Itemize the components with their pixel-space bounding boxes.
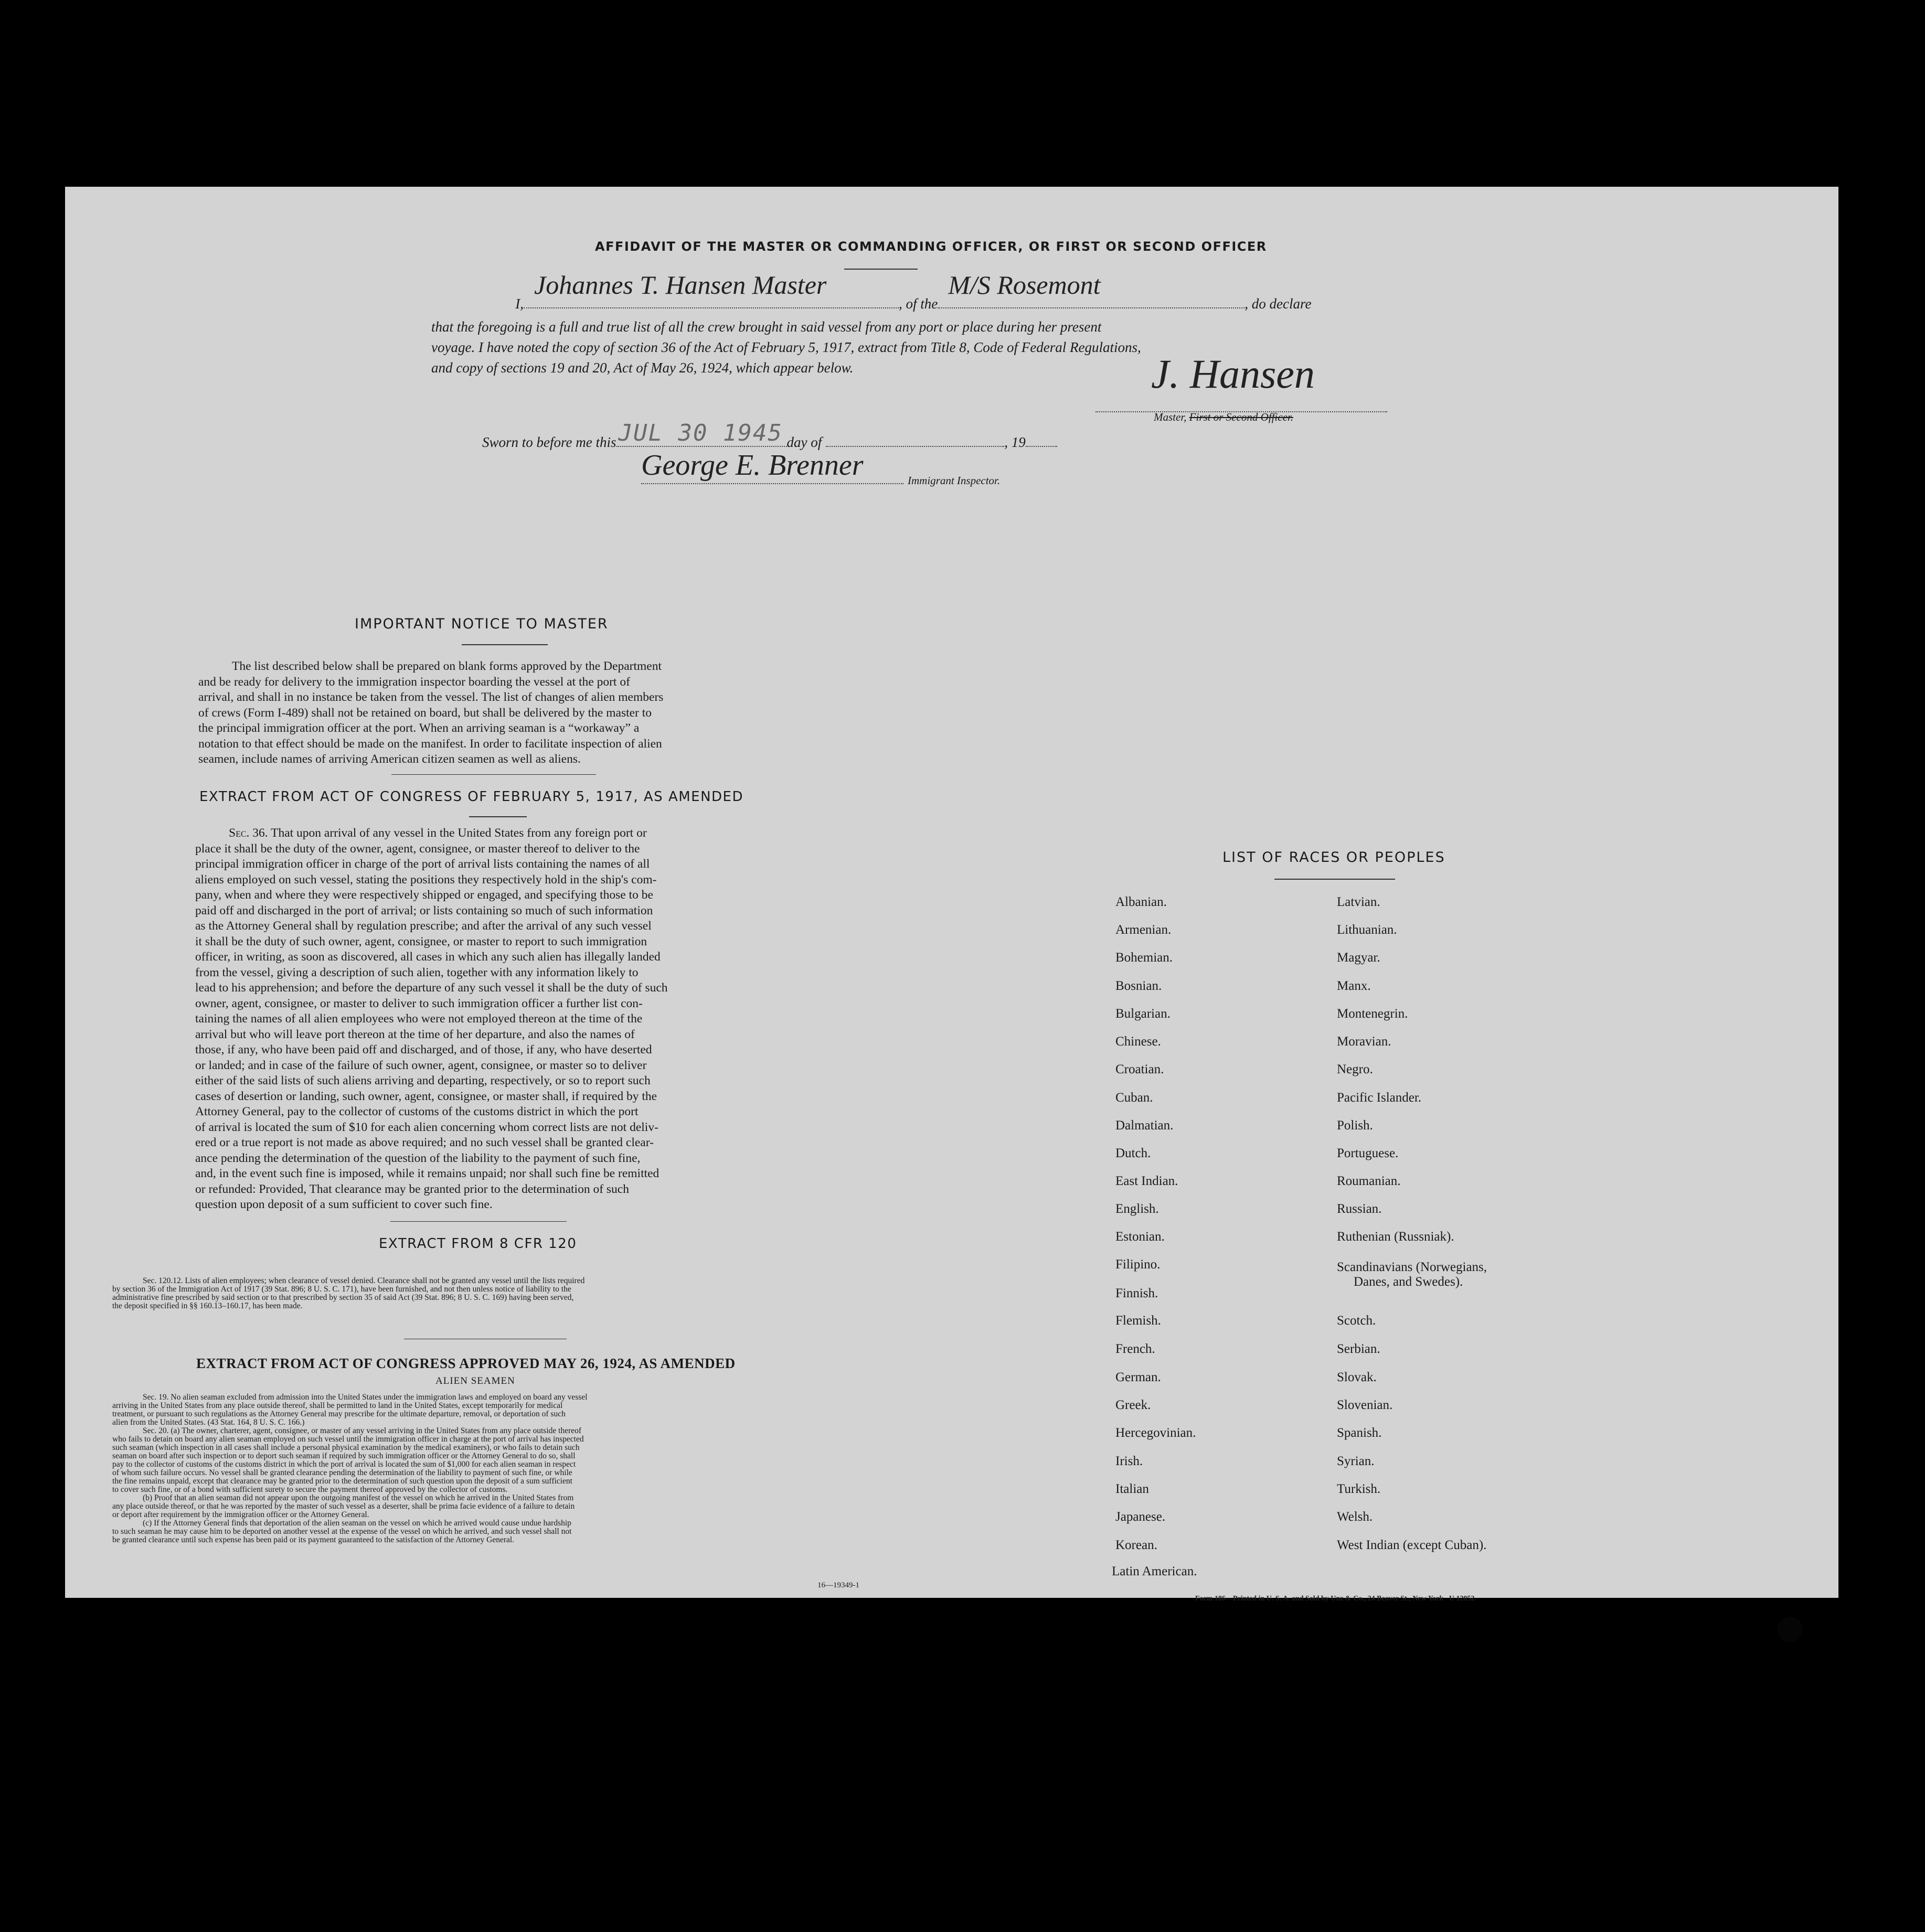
extract-1924-line: alien from the United States. (43 Stat. 164, 8 U. S. C. 166.) [112, 1418, 305, 1427]
extract-line: lead to his apprehension; and before the departure of any such vessel it shall be the duty of such [195, 981, 668, 995]
extract-1924-line: to such seaman he may cause him to be deported on another vessel at the expense of the vessel on which he arrived, and such vessel shall not [112, 1527, 572, 1536]
race-item: Cuban. [1115, 1091, 1153, 1105]
cfr-line: by section 36 of the Immigration Act of 1917 (39 Stat. 896; 8 U. S. C. 171), have been furnished, and not then unless notice of liability to the [112, 1285, 571, 1294]
affidavit-title: AFFIDAVIT OF THE MASTER OR COMMANDING OFFICER, OR FIRST OR SECOND OFFICER [595, 239, 1267, 254]
race-item: Hercegovinian. [1115, 1426, 1196, 1440]
extract-line: aliens employed on such vessel, stating the positions they respectively hold in the ship's com- [195, 872, 657, 887]
notice-line: the principal immigration officer at the port. When an arriving seaman is a “workaway” a [198, 721, 640, 735]
extract-1924-line: pay to the collector of customs of the customs district in which the port of arrival is located the sum of $1,000 for each alien seaman in respect [112, 1460, 576, 1469]
extract-1924-line: of whom such failure occurs. No vessel shall be granted clearance pending the determination of the liability to payment of such fine, or while [112, 1468, 572, 1477]
title-divider [844, 269, 918, 270]
cfr-title: EXTRACT FROM 8 CFR 120 [379, 1236, 577, 1252]
race-item: Lithuanian. [1337, 923, 1397, 937]
race-item: Scotch. [1337, 1314, 1376, 1328]
year-label: , 19 [1004, 434, 1026, 450]
race-item: Bulgarian. [1115, 1007, 1171, 1021]
extract-1924-line: any place outside thereof, or that he was reported by the master of such vessel as a deserter, shall be prima facie evidence of a failure to detain [112, 1502, 575, 1511]
race-item: Roumanian. [1337, 1174, 1401, 1188]
affidavit-line: voyage. I have noted the copy of section 36 of the Act of February 5, 1917, extract from Title 8, Code of Federal Regulations, [431, 339, 1141, 355]
affidavit-line-declare [469, 270, 1487, 314]
race-item: Ruthenian (Russniak). [1337, 1230, 1454, 1244]
day-of-label: day of [786, 434, 822, 450]
race-item: Manx. [1337, 979, 1371, 993]
extract-line: it shall be the duty of such owner, agent, consignee, or master to report to such immigration [195, 934, 647, 948]
master-name-handwritten: Johannes T. Hansen Master [534, 270, 827, 300]
extract-line: question upon deposit of a sum sufficient to cover such fine. [195, 1198, 493, 1211]
vessel-name-handwritten: M/S Rosemont [948, 270, 1101, 300]
extract-1917-divider [469, 816, 527, 817]
extract-1917-body [195, 826, 858, 1213]
extract-line: either of the said lists of such aliens arriving and departing, respectively, or so to report such [195, 1074, 651, 1087]
printer-footer: Form 186—Printed in U. S. A. and Sold by Unz & Co., 24 Beaver St., New York U 12052 [1195, 1595, 1475, 1603]
extract-1924-line: treatment, or pursuant to such regulations as the Attorney General may prescribe for the ultimate departure, removal, or deportation of such [112, 1410, 566, 1418]
race-item: Armenian. [1115, 923, 1172, 937]
master-signature: J. Hansen [1151, 351, 1315, 397]
race-item: Italian [1115, 1482, 1149, 1496]
cfr-line: Sec. 120.12. Lists of alien employees; when clearance of vessel denied. Clearance shall not be granted any vessel until the lists required [143, 1276, 585, 1285]
notice-line: notation to that effect should be made on the manifest. In order to facilitate inspection of alien [198, 736, 662, 751]
affidavit-line: that the foregoing is a full and true list of all the crew brought in said vessel from any port or place during her present [431, 319, 1102, 335]
race-item: Scandinavians (Norwegians, [1337, 1260, 1487, 1274]
sworn-label: Sworn to before me this [482, 434, 616, 450]
extract-line: arrival but who will leave port thereon at the time of her departure, and also the names of [195, 1027, 635, 1041]
race-item: Greek. [1115, 1398, 1151, 1412]
race-item: Danes, and Swedes). [1354, 1275, 1463, 1289]
race-item: Finnish. [1115, 1286, 1158, 1300]
race-item: Polish. [1337, 1118, 1373, 1133]
extract-line: paid off and discharged in the port of arrival; or lists containing so much of such information [195, 903, 653, 917]
form-page [65, 187, 1838, 1603]
races-divider [1274, 879, 1395, 880]
extract-1924-body [112, 1393, 874, 1544]
race-item: East Indian. [1115, 1174, 1178, 1188]
notice-line: arrival, and shall in no instance be taken from the vessel. The list of changes of alien members [198, 690, 664, 704]
extract-1924-line: (c) If the Attorney General finds that deportation of the alien seaman on the vessel on which he arrived would cause undue hardship [143, 1519, 571, 1528]
race-item: French. [1115, 1342, 1155, 1356]
extract-line: taining the names of all alien employees who were not employed thereon at the time of the [195, 1012, 643, 1026]
race-item: Syrian. [1337, 1454, 1375, 1468]
race-item: Slovak. [1337, 1370, 1377, 1384]
race-item: Dutch. [1115, 1146, 1151, 1160]
do-declare-label: , do declare [1245, 296, 1312, 312]
race-item: Korean. [1115, 1538, 1157, 1552]
notice-line: seamen, include names of arriving American citizen seamen as well as aliens. [198, 752, 581, 766]
race-item: Welsh. [1337, 1510, 1373, 1524]
race-item: Spanish. [1337, 1426, 1382, 1440]
signature-caption [1154, 407, 1293, 428]
extract-line: Attorney General, pay to the collector of customs of the customs district in which the port [195, 1105, 639, 1118]
extract-1924-line: Sec. 20. (a) The owner, charterer, agent, consignee, or master of any vessel arriving in the United States from any place outside thereof [143, 1426, 582, 1435]
officer-label-struck: First or Second Officer. [1189, 411, 1293, 423]
race-item: Portuguese. [1337, 1146, 1399, 1160]
race-item: Magyar. [1337, 951, 1380, 965]
race-item: Negro. [1337, 1062, 1373, 1076]
extract-line: those, if any, who have been paid off and discharged, and of those, if any, who have deserted [195, 1043, 652, 1056]
cfr-line: administrative fine prescribed by said section or to that prescribed by section 35 of said Act (39 Stat. 896; 8 U. S. C. 169) having been served, [112, 1293, 574, 1302]
extract-line: principal immigration officer in charge of the port of arrival lists containing the names of all [195, 857, 650, 871]
extract-line: cases of desertion or landing, such owner, agent, consignee, or master shall, if required by the [195, 1089, 657, 1103]
race-item: Russian. [1337, 1202, 1382, 1216]
race-item: Bohemian. [1115, 951, 1173, 965]
race-item: Dalmatian. [1115, 1118, 1174, 1133]
extract-1924-line: arriving in the United States from any place outside thereof, shall be permitted to land in the United States, except temporarily for medical [112, 1401, 563, 1410]
race-item: Moravian. [1337, 1034, 1391, 1049]
race-item: Latin American. [1112, 1564, 1197, 1578]
notice-line: of crews (Form I-489) shall not be retained on board, but shall be delivered by the master to [198, 706, 652, 720]
extract-1924-subtitle: ALIEN SEAMEN [435, 1375, 515, 1386]
notice-divider [462, 644, 548, 645]
race-item: Latvian. [1337, 895, 1380, 909]
extract-line: pany, when and where they were respectively shipped or engaged, and specifying those to be [195, 888, 653, 902]
race-item: Japanese. [1115, 1510, 1166, 1524]
extract-1924-line: to cover such fine, or of a bond with sufficient surety to secure the payment thereof approved by the collector of customs. [112, 1485, 508, 1494]
extract-line: from the vessel, giving a description of such alien, together with any information likely to [195, 965, 639, 979]
extract-1924-line: Sec. 19. No alien seaman excluded from admission into the United States under the immigration laws and employed on board any vessel [143, 1393, 588, 1402]
extract-line: owner, agent, consignee, or master to deliver to such immigration officer a further list con- [195, 996, 643, 1010]
inspector-signature: George E. Brenner [641, 449, 864, 482]
extract-line: or refunded: Provided, That clearance may be granted prior to the determination of such [195, 1182, 629, 1196]
extract-line: or landed; and in case of the failure of such owner, agent, consignee, or master so to deliver [195, 1058, 647, 1072]
extract-1917-title: EXTRACT FROM ACT OF CONGRESS OF FEBRUARY 5, 1917, AS AMENDED [199, 789, 744, 805]
cfr-body [112, 1277, 874, 1310]
extract-1924-line: such seaman (which inspection in all cases shall include a personal physical examination by the medical examiners), or who fails to detain such [112, 1443, 580, 1452]
extract-1924-line: (b) Proof that an alien seaman did not appear upon the outgoing manifest of the vessel on which he arrived in the United States from [143, 1493, 574, 1502]
race-item: West Indian (except Cuban). [1337, 1538, 1487, 1552]
race-item: Irish. [1115, 1454, 1143, 1468]
race-item: Flemish. [1115, 1314, 1161, 1328]
of-the-label: , of the [899, 296, 938, 312]
section-label: Sec. 36. [229, 826, 268, 840]
affidavit-line: and copy of sections 19 and 20, Act of May 26, 1924, which appear below. [431, 360, 854, 376]
extract-1924-line: the fine remains unpaid, except that clearance may be granted prior to the determination of such question upon the deposit of a sum sufficient [112, 1477, 572, 1486]
notice-body [198, 659, 859, 767]
extract-1924-line: who fails to detain on board any alien seaman employed on such vessel until the immigration officer in charge at the port of arrival has inspected [112, 1435, 584, 1444]
extract-line: officer, in writing, as soon as discovered, all cases in which any such alien has illegally landed [195, 950, 661, 964]
race-item: Montenegrin. [1337, 1007, 1408, 1021]
race-item: Pacific Islander. [1337, 1091, 1422, 1105]
form-code: 16—19349-1 [817, 1581, 859, 1589]
race-item: Estonian. [1115, 1230, 1165, 1244]
race-item: English. [1115, 1202, 1159, 1216]
inspector-line [641, 449, 1001, 491]
extract-1924-line: be granted clearance until such expense has been paid or its payment guaranteed to the satisfaction of the Attorney General. [112, 1535, 515, 1544]
race-item: Slovenian. [1337, 1398, 1393, 1412]
extract-line: as the Attorney General shall by regulation prescribe; and after the arrival of any such vessel [195, 919, 652, 933]
extract-1917-end-divider [390, 1221, 567, 1222]
extract-1924-line: seaman on board after such inspection or to deport such seaman if required by such immigration officer or the Attorney General to do so, shall [112, 1451, 576, 1460]
extract-line: ance pending the determination of the question of the liability to the payment of such fine, [195, 1151, 641, 1165]
race-item: Turkish. [1337, 1482, 1381, 1496]
extract-1924-line: or deport after requirement by the immigration officer or the Attorney General. [112, 1510, 369, 1519]
race-item: Filipino. [1115, 1257, 1161, 1272]
affidavit-body [431, 317, 1481, 378]
i-word: I, [515, 296, 524, 312]
master-label: Master, [1154, 411, 1187, 423]
cfr-line: the deposit specified in §§ 160.13–160.17, has been made. [112, 1301, 303, 1310]
extract-line: and, in the event such fine is imposed, while it remains unpaid; nor shall such fine be remitted [195, 1167, 660, 1180]
race-item: Chinese. [1115, 1034, 1161, 1049]
extract-line: That upon arrival of any vessel in the United States from any foreign port or [271, 826, 647, 840]
inspector-label: Immigrant Inspector. [908, 474, 1001, 487]
race-item: Bosnian. [1115, 979, 1162, 993]
races-title: LIST OF RACES OR PEOPLES [1222, 849, 1445, 866]
race-item: Croatian. [1115, 1062, 1164, 1076]
extract-1924-title: EXTRACT FROM ACT OF CONGRESS APPROVED MAY 26, 1924, AS AMENDED [196, 1355, 736, 1371]
date-stamp: JUL 30 1945 [618, 420, 783, 446]
extract-line: of arrival is located the sum of $10 for each alien concerning whom correct lists are not deliv- [195, 1120, 658, 1134]
extract-line: place it shall be the duty of the owner, agent, consignee, or master thereof to deliver to the [195, 841, 640, 856]
race-item: Serbian. [1337, 1342, 1380, 1356]
notice-end-divider [391, 774, 596, 775]
notice-title: IMPORTANT NOTICE TO MASTER [355, 616, 609, 632]
notice-line: and be ready for delivery to the immigration inspector boarding the vessel at the port of [198, 675, 630, 689]
extract-line: ered or a true report is not made as above required; and no such vessel shall be granted clear- [195, 1136, 654, 1149]
binder-hole [1778, 1617, 1803, 1642]
notice-line: The list described below shall be prepared on blank forms approved by the Department [232, 659, 662, 673]
race-item: Albanian. [1115, 895, 1167, 909]
race-item: German. [1115, 1370, 1161, 1384]
